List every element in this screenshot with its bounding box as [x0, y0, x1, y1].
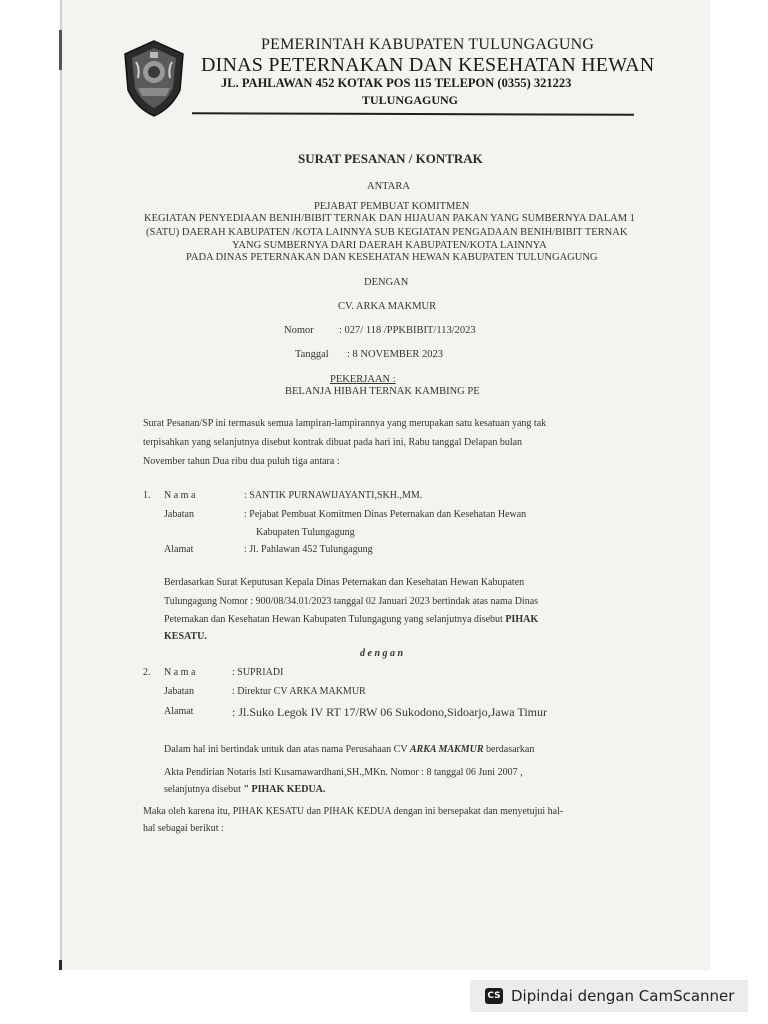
kegiatan-line: YANG SUMBERNYA DARI DAERAH KABUPATEN/KOTA LAINNYA [232, 240, 547, 251]
party1-nama-label: N a m a [164, 490, 196, 501]
party1-alamat-value: : Jl. Pahlawan 452 Tulungagung [244, 544, 373, 555]
party2-nama-value: : SUPRIADI [232, 667, 284, 678]
camscanner-logo-icon: CS [485, 988, 503, 1004]
pihak-label: PIHAK [505, 614, 539, 625]
letterhead-department: DINAS PETERNAKAN DAN KESEHATAN HEWAN [201, 54, 655, 76]
party1-jabatan-value: Kabupaten Tulungagung [256, 527, 355, 538]
party2-jabatan-label: Jabatan [164, 686, 194, 697]
coat-of-arms-icon [120, 38, 188, 118]
party2-number: 2. [143, 667, 151, 678]
party1-number: 1. [143, 490, 151, 501]
party1-jabatan-value: : Pejabat Pembuat Komitmen Dinas Peternakan dan Kesehatan Hewan [244, 509, 527, 520]
kegiatan-line: (SATU) DAERAH KABUPATEN /KOTA LAINNYA SUB KEGIATAN PENGADAAN BENIH/BIBIT TERNAK [146, 227, 628, 238]
tanggal-value: : 8 NOVEMBER 2023 [347, 349, 443, 360]
intro-line: terpisahkan yang selanjutnya disebut kontrak dibuat pada hari ini, Rabu tanggal Delapan bulan [143, 437, 523, 448]
party2-basis-line [164, 744, 534, 755]
nomor-label: Nomor [284, 325, 314, 336]
antara-label: ANTARA [367, 181, 410, 192]
party2-nama-label: N a m a [164, 667, 196, 678]
tanggal-label: Tanggal [295, 349, 329, 360]
company-highlight: ARKA MAKMUR [409, 744, 484, 755]
closing-line: Maka oleh karena itu, PIHAK KESATU dan PIHAK KEDUA dengan ini bersepakat dan menyetujui hal- [143, 806, 564, 817]
camscanner-label: Dipindai dengan CamScanner [511, 987, 735, 1005]
party1-alamat-label: Alamat [164, 544, 194, 555]
pihak-kesatu-label: KESATU. [164, 631, 207, 642]
party1-basis-line [164, 614, 538, 625]
kegiatan-line: PADA DINAS PETERNAKAN DAN KESEHATAN HEWAN KABUPATEN TULUNGAGUNG [186, 252, 598, 263]
kegiatan-line: KEGIATAN PENYEDIAAN BENIH/BIBIT TERNAK DAN HIJAUAN PAKAN YANG SUMBERNYA DALAM 1 [144, 213, 635, 224]
dengan-label: DENGAN [364, 277, 409, 288]
pihak-kedua-label: " PIHAK KEDUA. [243, 784, 326, 795]
party1-jabatan-label: Jabatan [164, 509, 194, 520]
nomor-value: : 027/ 118 /PPKBIBIT/113/2023 [339, 325, 476, 336]
binding-mark [59, 30, 62, 70]
document-title: SURAT PESANAN / KONTRAK [298, 151, 483, 166]
pekerjaan-label: PEKERJAAN : [330, 374, 396, 385]
party1-basis-line: Tulungagung Nomor : 900/08/34.01/2023 tanggal 02 Januari 2023 bertindak atas nama Dinas [164, 596, 539, 607]
party2-basis-text: Dalam hal ini bertindak untuk dan atas nama Perusahaan CV [164, 744, 408, 755]
party1-basis-line: Berdasarkan Surat Keputusan Kepala Dinas Peternakan dan Kesehatan Hewan Kabupaten [164, 577, 525, 588]
paper-edge [60, 0, 62, 970]
party2-basis-line [164, 784, 325, 795]
party2-jabatan-value: : Direktur CV ARKA MAKMUR [232, 686, 366, 697]
party2-alamat-label: Alamat [164, 706, 194, 717]
party1-nama-value: : SANTIK PURNAWIJAYANTI,SKH.,MM. [244, 490, 423, 501]
party2-alamat-value: : Jl.Suko Legok IV RT 17/RW 06 Sukodono,Sidoarjo,Jawa Timur [232, 705, 547, 719]
letterhead-government: PEMERINTAH KABUPATEN TULUNGAGUNG [261, 36, 595, 53]
letterhead-city: TULUNGAGUNG [362, 93, 459, 107]
company-name: CV. ARKA MAKMUR [338, 301, 437, 312]
party2-basis-text: selanjutnya disebut [164, 784, 241, 795]
dengan-italic: d e n g a n [360, 648, 404, 659]
letterhead-address: JL. PAHLAWAN 452 KOTAK POS 115 TELEPON (0355) 321223 [221, 76, 572, 90]
intro-line: Surat Pesanan/SP ini termasuk semua lampiran-lampirannya yang merupakan satu kesatuan yang tak [143, 418, 547, 429]
pekerjaan-value: BELANJA HIBAH TERNAK KAMBING PE [285, 386, 480, 397]
party2-basis-line: Akta Pendirian Notaris Isti Kusamawardhani,SH.,MKn. Nomor : 8 tanggal 06 Juni 2007 , [164, 767, 523, 778]
intro-line: November tahun Dua ribu dua puluh tiga antara : [143, 456, 340, 467]
closing-line: hal sebagai berikut : [143, 823, 224, 834]
pejabat-label: PEJABAT PEMBUAT KOMITMEN [314, 201, 470, 212]
party1-basis-text: Peternakan dan Kesehatan Hewan Kabupaten Tulungagung yang selanjutnya disebut [164, 614, 503, 625]
party2-basis-text: berdasarkan [486, 744, 535, 755]
